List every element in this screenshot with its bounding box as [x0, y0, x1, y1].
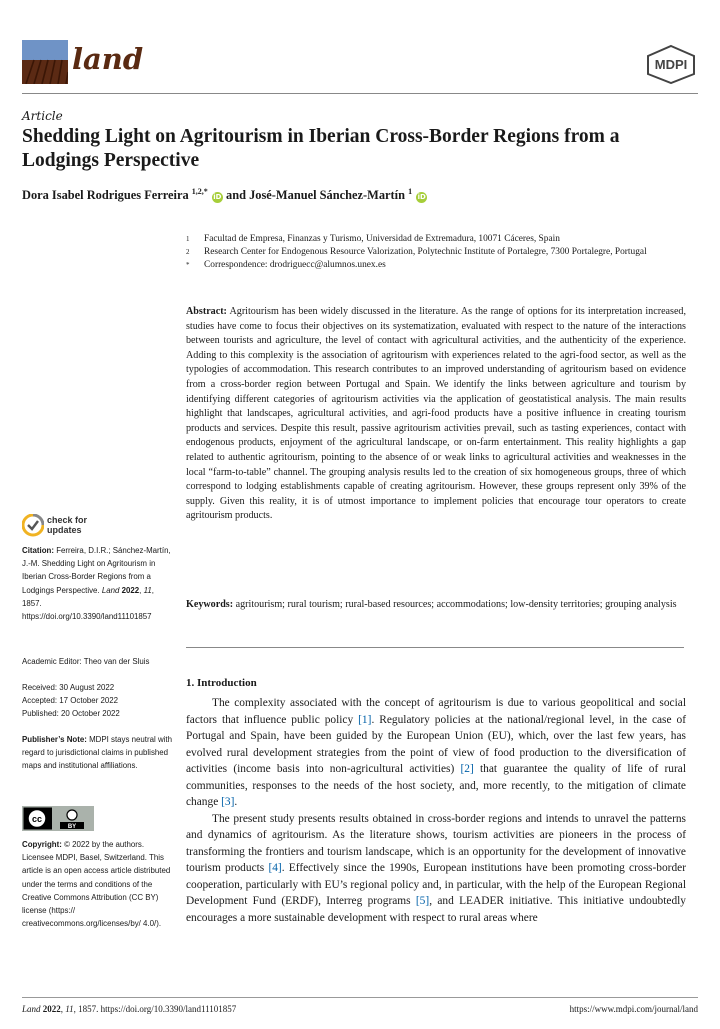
orcid-icon[interactable]: iD: [213, 193, 222, 202]
abstract: [186, 305, 686, 524]
mdpi-logo-icon: [644, 44, 698, 84]
affiliation-text: Research Center for Endogenous Resource Valorization, Polytechnic Institute of Portalegre, 7300 Portalegre, Portugal: [204, 247, 647, 257]
citation-journal: Land: [101, 585, 120, 595]
academic-editor: Academic Editor: Theo van der Sluis: [22, 657, 150, 666]
footer-volume: 11: [65, 1004, 74, 1014]
paragraph-text: , and LEADER initiative. This initiative undoubtedly encourages a more sustainable development with respect to rural areas where: [186, 895, 687, 924]
publisher-note: [22, 733, 172, 773]
citation-link[interactable]: [2]: [460, 763, 474, 775]
footer-journal: Land: [22, 1004, 41, 1014]
keywords-label: Keywords:: [186, 599, 234, 610]
section-body: [186, 695, 686, 926]
orcid-icon[interactable]: iD: [417, 193, 426, 202]
citation-link[interactable]: [1]: [358, 713, 372, 726]
section-divider: [186, 647, 684, 648]
cc-text: cc: [31, 814, 43, 824]
publication-dates: [22, 681, 172, 721]
keywords: [186, 598, 686, 613]
footer-journal-url[interactable]: https://www.mdpi.com/journal/land: [569, 1004, 698, 1014]
citation-doi[interactable]: , 1857. https://doi.org/10.3390/land11101857: [22, 585, 154, 622]
paragraph-text: .: [234, 796, 238, 808]
check-line-2: updates: [47, 525, 82, 535]
citation-year: 2022: [121, 585, 140, 595]
author-connector: and: [226, 188, 246, 203]
cc-by-license-icon[interactable]: [22, 806, 94, 831]
footer-divider: [22, 997, 698, 998]
author-affiliation-marks: 1,2,*: [191, 187, 208, 196]
footer-doi[interactable]: , 1857. https://doi.org/10.3390/land11101857: [73, 1004, 237, 1014]
received-date: Received: 30 August 2022: [22, 683, 115, 692]
copyright-notice: [22, 838, 172, 930]
citation-text: Ferreira, D.I.R.; Sánchez-Martín, J.-M. Shedding Light on Agritourism in Iberian Cross-Border Regions from a Lodgings Perspective.: [22, 546, 171, 595]
copyright-text: © 2022 by the authors. Licensee MDPI, Basel, Switzerland. This article is an open access article distributed under the terms and conditions of the Creative Commons Attribution (CC BY) license (https:// creativecommons.org/licenses/by/ 4.0/).: [22, 840, 171, 929]
paragraph-text: . Regulatory policies at the national/regional level, in the case of Portugal and Spain, have been guided by the European Union (EU), which, over the last few years, has evolved rural development strategies from the point of view of food production to the diversification of activities (income basis into non-agricultural activities): [186, 713, 686, 775]
abstract-text: Agritourism has been widely discussed in the literature. As the range of options for its interpretation increased, studies have come to focus their objectives on its systematization, evaluated with respect to the nature of the interactions between tourists and agriculture, the level of contact with agricultural activities, and the authenticity of the experience. Adding to this complexity is the association of agritourism with experiences related to the agri-food sector, as well as the typologies of accommodation. This research contributes to an improved understanding of agritourism based on evidence from a cross-border region between Portugal and Spain. We identify the links between agriculture and tourism by identifying different categories of agritourism activities via the application of geostatistical analysis. The main results highlight that landscapes, agricultural activities, and agri-food products have a positive influence in creating tourism products and services. Despite this result, passive agritourism activities prevail, such as tasting experiences, contact with endogenous products, enjoyment of the agricultural landscape, or on-farm entertainment. This reality highlights a gap related to authentic agritourism, pointing to the absence of or weak links to agricultural activities and weaknesses in the local “farm-to-table” channel. The grouping analysis results led to the creation of six homogeneous groups, three of which correspond to lodging establishments capable of creating agritourism. However, these groups represent only 39% of the supply. Given this reality, it is of utmost importance to implement policies that encourage tour operators to create agritourism products.: [186, 306, 687, 522]
citation-link[interactable]: [5]: [415, 895, 430, 907]
citation-link[interactable]: [3]: [221, 796, 235, 808]
affiliations: [186, 233, 686, 272]
citation-volume: 11: [143, 585, 152, 595]
published-date: Published: 20 October 2022: [22, 709, 120, 719]
footer-citation: Land 2022, 11, 1857. https://doi.org/10.3390/land11101857: [22, 1004, 237, 1014]
copyright-label: Copyright:: [22, 840, 62, 849]
affiliation-mark: 2: [186, 248, 190, 256]
affiliation-item: [186, 233, 686, 246]
cc-by-text: BY: [67, 824, 77, 830]
citation-link[interactable]: [4]: [268, 862, 282, 874]
header-divider: [22, 93, 698, 94]
check-for-updates-icon: [22, 514, 44, 538]
section-heading: 1. Introduction: [186, 677, 257, 689]
check-for-updates-button[interactable]: [22, 514, 142, 540]
abstract-label: Abstract:: [186, 306, 227, 317]
keywords-text: agritourism; rural tourism; rural-based resources; accommodations; low-density territories; grouping analysis: [235, 599, 677, 610]
paragraph-text: The present study presents results obtained in cross-border regions and intends to unravel the patterns and dynamics of agritourism. As the literature shows, tourism activities are pioneers in the process of transforming the frontiers and tourism landscape, which is an opportunity for the development of innovative tourism products: [186, 812, 686, 874]
paragraph-text: that guarantee the quality of life of rural communities, responses to the needs of the host society, and, more recently, to the mitigation of climate change: [186, 763, 686, 808]
author-name[interactable]: Dora Isabel Rodrigues Ferreira: [22, 188, 189, 203]
journal-name: land: [72, 42, 144, 76]
footer-year: 2022: [42, 1004, 61, 1014]
correspondence-text[interactable]: Correspondence: drodriguecc@alumnos.unex.es: [204, 260, 386, 270]
article-type: Article: [22, 109, 63, 123]
citation-block: Citation: Ferreira, D.I.R.; Sánchez-Martín, J.-M. Shedding Light on Agritourism in Iberian Cross-Border Regions from a Lodgings Perspective. Land 2022, 11, 1857. https://doi.org/10.3390/land11101857: [22, 546, 171, 622]
check-line-1: check for: [47, 515, 88, 525]
author-list: [22, 187, 682, 203]
paragraph-text: The complexity associated with the concept of agritourism is due to various geopolitical and social factors that influence public policy: [186, 697, 686, 726]
accepted-date: Accepted: 17 October 2022: [22, 696, 119, 706]
affiliation-item: [186, 246, 686, 259]
publisher-note-text: MDPI stays neutral with regard to jurisdictional claims in published maps and institutional affiliations.: [22, 735, 172, 771]
author-name[interactable]: José-Manuel Sánchez-Martín: [249, 188, 405, 203]
author-affiliation-marks: 1: [408, 187, 413, 196]
publisher-note-label: Publisher’s Note:: [22, 735, 87, 744]
article-title: Shedding Light on Agritourism in Iberian Cross-Border Regions from a Lodgings Perspective: [22, 126, 620, 171]
affiliation-item: [186, 259, 686, 272]
affiliation-text: Facultad de Empresa, Finanzas y Turismo, Universidad de Extremadura, 10071 Cáceres, Spain: [204, 234, 560, 244]
paragraph: [186, 695, 686, 811]
journal-header: [22, 40, 698, 92]
check-for-updates-label: [47, 515, 87, 535]
citation-label: Citation:: [22, 546, 54, 555]
affiliation-mark: *: [186, 261, 190, 269]
mdpi-logo-text: MDPI: [654, 57, 688, 72]
paragraph: [186, 811, 686, 927]
journal-logo-icon: [22, 40, 68, 84]
affiliation-mark: 1: [186, 235, 190, 243]
paragraph-text: . Effectively since the 1990s, European institutions have been promoting cross-border cooperation, particularly with EU’s regional policy and, in particular, with the help of the European Regional Development Fund (ERDF), Interreg programs: [186, 862, 686, 907]
